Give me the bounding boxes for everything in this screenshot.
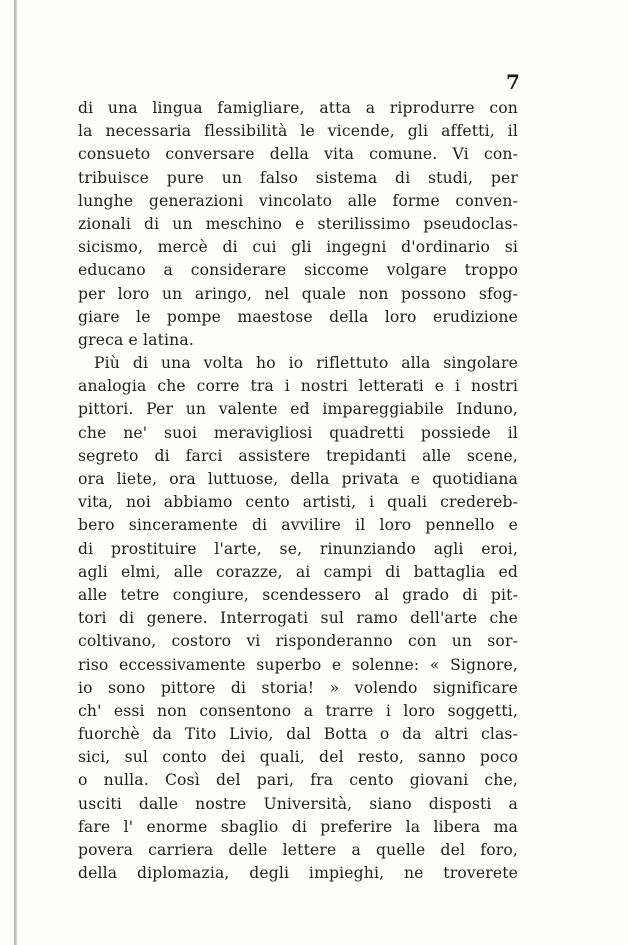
text-line: riso eccessivamente superbo e solenne: « Signore, [78,655,518,674]
text-line: fare l' enorme sbaglio di preferire la libera ma [78,817,518,836]
text-line: sicismo, mercè di cui gli ingegni d'ordinario si [78,238,518,257]
text-line: della diplomazia, degli impieghi, ne troverete [78,864,518,883]
page-number: 7 [506,70,520,94]
paragraph-start-line: Più di una volta ho io riflettuto alla singolare [94,354,518,373]
body-text [78,97,518,885]
text-line: sici, sul conto dei quali, del resto, sanno poco [78,748,518,767]
text-line: segreto di farci assistere trepidanti alle scene, [78,446,518,465]
text-line: vita, noi abbiamo cento artisti, i quali credereb- [78,493,518,512]
paragraph-end-line: greca e latina. [78,330,194,349]
text-line: di prostituire l'arte, se, rinunziando agli eroi, [78,539,518,558]
text-line: ch' essi non consentono a trarre i loro soggetti, [78,701,518,720]
text-line: povera carriera delle lettere a quelle del foro, [78,841,518,859]
text-line: alle tetre congiure, scendessero al grado di pit- [78,585,518,604]
text-line: pittori. Per un valente ed impareggiabile Induno, [78,400,518,419]
text-line: coltivano, costoro vi risponderanno con un sor- [78,632,518,651]
text-line: io sono pittore di storia! » volendo significare [78,678,518,697]
text-line: lunghe generazioni vincolato alle forme conven- [78,191,518,210]
text-line: agli elmi, alle corazze, ai campi di battaglia ed [78,562,518,581]
text-line: zionali di un meschino e sterilissimo pseudoclas- [78,214,518,233]
text-line: fuorchè da Tito Livio, dal Botta o da altri clas- [78,725,518,744]
text-line: che ne' suoi meravigliosi quadretti possiede il [78,423,518,442]
text-line: la necessaria flessibilità le vicende, gli affetti, il [78,122,518,141]
text-line: ora liete, ora luttuose, della privata e quotidiana [78,470,518,488]
text-line: tori di genere. Interrogati sul ramo dell'arte che [78,609,518,628]
text-line: consueto conversare della vita comune. Vi con- [78,145,518,164]
text-line: giare le pompe maestose della loro erudizione [78,307,518,326]
text-line: analogia che corre tra i nostri letterati e i nostri [78,377,518,396]
text-line: di una lingua famigliare, atta a riprodurre con [78,99,518,117]
text-line: bero sinceramente di avvilire il loro pennello e [78,516,518,535]
text-line: tribuisce pure un falso sistema di studi, per [78,168,518,187]
page-binding-edge [14,0,17,945]
text-line: o nulla. Così del pari, fra cento giovani che, [78,771,518,790]
text-line: educano a considerare siccome volgare troppo [78,261,518,280]
text-line: usciti dalle nostre Università, siano disposti a [78,794,518,813]
text-line: per loro un aringo, nel quale non possono sfog- [78,284,518,303]
